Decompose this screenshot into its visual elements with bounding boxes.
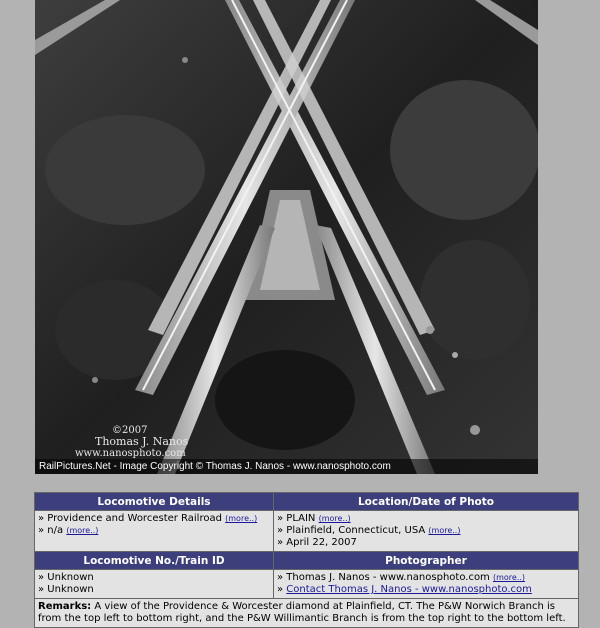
copyright-bar: RailPictures.Net - Image Copyright © Thomas J. Nanos - www.nanosphoto.com <box>35 459 538 474</box>
remarks-text: A view of the Providence & Worcester diamond at Plainfield, CT. The P&W Norwich Branch is from the top left to bottom right, and the P&W Willimantic Branch is from the top right to the bottom left. <box>38 601 566 624</box>
contact-photographer-link[interactable]: Contact Thomas J. Nanos - www.nanosphoto.com <box>286 584 532 595</box>
model-more-link[interactable]: (more..) <box>66 526 99 535</box>
location-name: » Plainfield, Connecticut, USA <box>277 525 426 536</box>
watermark-name: Thomas J. Nanos <box>95 435 189 448</box>
watermark-site: www.nanosphoto.com <box>75 448 186 459</box>
location-date-header: Location/Date of Photo <box>274 493 579 511</box>
remarks-label: Remarks: <box>38 601 92 612</box>
railroad-name: » Providence and Worcester Railroad <box>38 513 222 524</box>
train-id-header: Locomotive No./Train ID <box>35 552 274 570</box>
location-more-link[interactable]: (more..) <box>428 526 461 535</box>
watermark-year: ©2007 <box>112 425 148 436</box>
train-id-cell <box>35 570 274 599</box>
contact-prefix: » <box>277 584 287 595</box>
railroad-more-link[interactable]: (more..) <box>225 514 258 523</box>
photo-date: » April 22, 2007 <box>277 537 357 548</box>
remarks-cell <box>35 599 579 628</box>
photo-image <box>35 0 538 474</box>
photographer-cell <box>274 570 579 599</box>
photographer-name: » Thomas J. Nanos - www.nanosphoto.com <box>277 572 490 583</box>
locomotive-model: » n/a <box>38 525 64 536</box>
location-type: » PLAIN <box>277 513 316 524</box>
photographer-more-link[interactable]: (more..) <box>493 573 526 582</box>
locomotive-details-cell <box>35 511 274 552</box>
photographer-header: Photographer <box>274 552 579 570</box>
locomotive-details-header: Locomotive Details <box>35 493 274 511</box>
locomotive-number: » Unknown <box>38 572 94 583</box>
location-type-more-link[interactable]: (more..) <box>318 514 351 523</box>
location-date-cell <box>274 511 579 552</box>
photo-details-table <box>34 492 579 628</box>
train-id: » Unknown <box>38 584 94 595</box>
railroad-photo <box>35 0 538 474</box>
